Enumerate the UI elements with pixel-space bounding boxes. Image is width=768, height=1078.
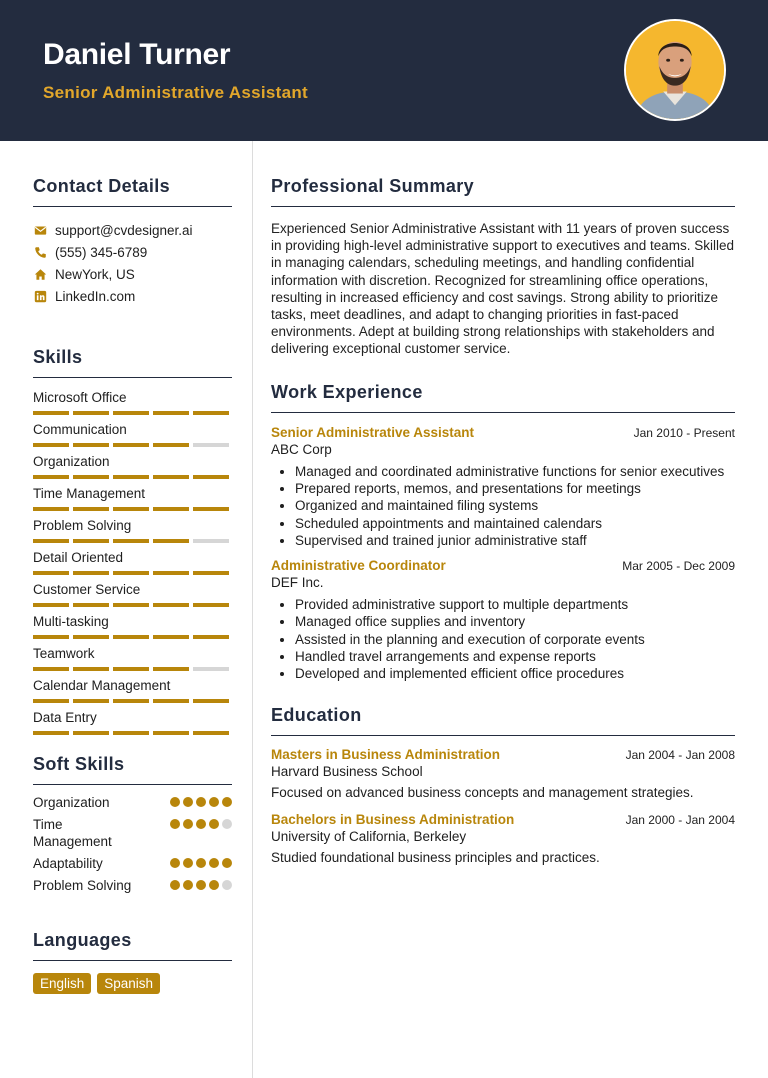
skills-section xyxy=(33,347,232,741)
rating-dot xyxy=(209,819,219,829)
skill-item xyxy=(33,485,232,517)
contact-phone[interactable] xyxy=(33,241,232,263)
envelope-icon xyxy=(33,223,47,237)
right-column xyxy=(271,141,735,865)
rating-dot xyxy=(170,797,180,807)
skill-level-bar xyxy=(33,507,232,511)
job-bullet: • Managed office supplies and inventory xyxy=(295,613,735,630)
rating-dot xyxy=(209,880,219,890)
soft-skill-rating xyxy=(170,858,232,868)
skill-name: Communication xyxy=(33,422,127,437)
job-bullet: • Organized and maintained filing systems xyxy=(295,497,735,514)
skill-level-segment xyxy=(73,411,109,415)
skill-level-segment xyxy=(33,571,69,575)
experience-heading: Work Experience xyxy=(271,382,735,413)
soft-skill-name: Adaptability xyxy=(33,856,103,871)
avatar xyxy=(626,21,724,119)
skill-level-segment xyxy=(33,603,69,607)
column-divider xyxy=(252,141,253,1078)
skill-level-segment xyxy=(153,475,189,479)
education-entry xyxy=(271,747,735,800)
language-badge: English xyxy=(33,973,91,994)
skill-level-segment xyxy=(73,635,109,639)
contact-list xyxy=(33,219,232,307)
skill-level-segment xyxy=(73,731,109,735)
job-bullet: • Managed and coordinated administrative functions for senior executives xyxy=(295,463,735,480)
skill-level-segment xyxy=(33,475,69,479)
skill-level-segment xyxy=(153,411,189,415)
skill-level-segment xyxy=(193,507,229,511)
job-role: Senior Administrative Assistant xyxy=(271,424,475,440)
job-bullets xyxy=(271,463,735,549)
education-description: Studied foundational business principles and practices. xyxy=(271,849,600,865)
rating-dot xyxy=(170,880,180,890)
soft-skill-name: Organization xyxy=(33,795,110,810)
skill-name: Data Entry xyxy=(33,710,97,725)
job-bullet: • Scheduled appointments and maintained calendars xyxy=(295,515,735,532)
skill-level-segment xyxy=(113,603,149,607)
skill-level-segment xyxy=(193,635,229,639)
language-badge: Spanish xyxy=(97,973,160,994)
skills-heading: Skills xyxy=(33,347,232,378)
summary-section xyxy=(271,176,735,358)
skill-level-segment xyxy=(73,603,109,607)
skill-level-segment xyxy=(193,699,229,703)
skill-level-segment xyxy=(113,731,149,735)
linkedin-icon xyxy=(33,289,47,303)
skill-level-segment xyxy=(113,411,149,415)
skill-level-segment xyxy=(153,539,189,543)
soft-skill-rating xyxy=(170,797,232,807)
soft-skills-heading: Soft Skills xyxy=(33,754,232,785)
skill-level-segment xyxy=(33,667,69,671)
skill-level-segment xyxy=(193,443,229,447)
rating-dot xyxy=(196,880,206,890)
skill-item xyxy=(33,709,232,741)
skill-item xyxy=(33,453,232,485)
summary-text: Experienced Senior Administrative Assistant with 11 years of proven success in providing high-level administrative support to executives and teams. Skilled in managing calendars, scheduling meetings, and handling confidential information with discretion. Recognized for streamlining office operations, resulting in increased efficiency and cost savings. Strong ability to prioritize tasks, meet deadlines, and adapt to changing priorities in fast-paced environments. Adept at building strong relationships with stakeholders and delivering exceptional customer service. xyxy=(271,221,734,357)
skill-level-segment xyxy=(33,731,69,735)
languages-list xyxy=(33,973,232,994)
education-degree: Bachelors in Business Administration xyxy=(271,811,515,827)
skill-level-segment xyxy=(193,539,229,543)
skill-level-segment xyxy=(113,539,149,543)
skill-level-segment xyxy=(33,635,69,639)
job-bullet: • Developed and implemented efficient office procedures xyxy=(295,665,735,682)
rating-dot xyxy=(170,819,180,829)
education-header xyxy=(271,747,735,762)
rating-dot xyxy=(209,797,219,807)
rating-dot xyxy=(196,797,206,807)
skill-level-bar xyxy=(33,571,232,575)
profile-photo xyxy=(624,19,726,121)
job-header xyxy=(271,558,735,573)
job-dates: Jan 2010 - Present xyxy=(633,425,735,440)
soft-skills-section xyxy=(33,754,232,894)
skill-level-segment xyxy=(193,571,229,575)
skill-level-segment xyxy=(113,443,149,447)
contact-location xyxy=(33,263,232,285)
skill-level-bar xyxy=(33,731,232,735)
education-school: Harvard Business School xyxy=(271,763,423,779)
skill-level-bar xyxy=(33,443,232,447)
education-description: Focused on advanced business concepts and management strategies. xyxy=(271,784,694,800)
skill-name: Microsoft Office xyxy=(33,390,127,405)
contact-email-text: support@cvdesigner.ai xyxy=(55,222,193,238)
candidate-title: Senior Administrative Assistant xyxy=(43,83,308,102)
skill-level-segment xyxy=(153,635,189,639)
skill-level-bar xyxy=(33,699,232,703)
skill-item xyxy=(33,517,232,549)
rating-dot xyxy=(222,858,232,868)
rating-dot xyxy=(183,819,193,829)
languages-section xyxy=(33,930,232,994)
soft-skill-item xyxy=(33,794,232,811)
job-role: Administrative Coordinator xyxy=(271,558,446,574)
skill-level-segment xyxy=(113,667,149,671)
education-dates: Jan 2004 - Jan 2008 xyxy=(625,747,735,762)
languages-heading: Languages xyxy=(33,930,232,961)
rating-dot xyxy=(170,858,180,868)
skill-item xyxy=(33,421,232,453)
job-company: DEF Inc. xyxy=(271,575,324,591)
skill-level-segment xyxy=(73,699,109,703)
skill-level-bar xyxy=(33,411,232,415)
skills-list xyxy=(33,389,232,741)
soft-skill-item xyxy=(33,816,232,850)
skill-name: Detail Oriented xyxy=(33,550,124,565)
summary-heading: Professional Summary xyxy=(271,176,735,207)
rating-dot xyxy=(183,858,193,868)
skill-level-bar xyxy=(33,667,232,671)
skill-item xyxy=(33,613,232,645)
skill-level-segment xyxy=(193,603,229,607)
soft-skill-rating xyxy=(170,819,232,829)
skill-level-bar xyxy=(33,603,232,607)
job-bullet: • Supervised and trained junior administrative staff xyxy=(295,532,735,549)
job-bullet: • Provided administrative support to multiple departments xyxy=(295,596,735,613)
skill-level-segment xyxy=(73,507,109,511)
skill-level-segment xyxy=(113,475,149,479)
education-school: University of California, Berkeley xyxy=(271,828,467,844)
skill-level-segment xyxy=(113,571,149,575)
skill-level-segment xyxy=(153,603,189,607)
skill-level-segment xyxy=(73,475,109,479)
rating-dot xyxy=(183,880,193,890)
skill-level-segment xyxy=(113,699,149,703)
job-bullet: • Assisted in the planning and execution of corporate events xyxy=(295,631,735,648)
soft-skill-rating xyxy=(170,880,232,890)
job-entry xyxy=(271,558,735,682)
education-heading: Education xyxy=(271,705,735,736)
skill-level-segment xyxy=(153,731,189,735)
contact-phone-text: (555) 345-6789 xyxy=(55,244,148,260)
rating-dot xyxy=(222,797,232,807)
skill-item xyxy=(33,389,232,421)
skill-name: Teamwork xyxy=(33,646,95,661)
skill-level-segment xyxy=(33,539,69,543)
job-bullet: • Handled travel arrangements and expense reports xyxy=(295,648,735,665)
education-entry xyxy=(271,812,735,865)
contact-heading: Contact Details xyxy=(33,176,232,207)
rating-dot xyxy=(222,880,232,890)
rating-dot xyxy=(209,858,219,868)
contact-email[interactable] xyxy=(33,219,232,241)
soft-skill-name: Time Management xyxy=(33,817,112,849)
skill-name: Organization xyxy=(33,454,110,469)
education-header xyxy=(271,812,735,827)
skill-level-segment xyxy=(193,411,229,415)
skill-level-segment xyxy=(113,635,149,639)
skill-level-segment xyxy=(33,699,69,703)
skill-level-segment xyxy=(33,411,69,415)
education-dates: Jan 2000 - Jan 2004 xyxy=(625,812,735,827)
skill-level-bar xyxy=(33,635,232,639)
skill-name: Calendar Management xyxy=(33,678,171,693)
skill-level-segment xyxy=(193,475,229,479)
skill-level-segment xyxy=(193,667,229,671)
soft-skill-item xyxy=(33,877,232,894)
contact-section xyxy=(33,176,232,307)
phone-icon xyxy=(33,245,47,259)
skill-level-segment xyxy=(33,443,69,447)
skill-level-bar xyxy=(33,475,232,479)
skill-item xyxy=(33,581,232,613)
skill-level-segment xyxy=(193,731,229,735)
home-icon xyxy=(33,267,47,281)
skill-name: Customer Service xyxy=(33,582,141,597)
job-entry xyxy=(271,425,735,549)
soft-skill-name: Problem Solving xyxy=(33,878,132,893)
contact-location-text: NewYork, US xyxy=(55,266,135,282)
skill-item xyxy=(33,549,232,581)
contact-linkedin-text: LinkedIn.com xyxy=(55,288,136,304)
job-header xyxy=(271,425,735,440)
experience-section xyxy=(271,382,735,683)
left-column xyxy=(33,141,232,994)
rating-dot xyxy=(222,819,232,829)
candidate-name: Daniel Turner xyxy=(43,38,231,71)
skill-level-segment xyxy=(153,571,189,575)
skill-level-segment xyxy=(153,667,189,671)
skill-item xyxy=(33,645,232,677)
rating-dot xyxy=(196,819,206,829)
soft-skill-item xyxy=(33,855,232,872)
skill-level-segment xyxy=(153,443,189,447)
education-section xyxy=(271,705,735,865)
job-bullet: • Prepared reports, memos, and presentations for meetings xyxy=(295,480,735,497)
skill-level-segment xyxy=(73,667,109,671)
skill-level-segment xyxy=(73,571,109,575)
skill-level-segment xyxy=(73,539,109,543)
job-company: ABC Corp xyxy=(271,441,332,457)
job-bullets xyxy=(271,596,735,682)
contact-linkedin[interactable] xyxy=(33,285,232,307)
skill-level-bar xyxy=(33,539,232,543)
rating-dot xyxy=(196,858,206,868)
resume-header xyxy=(0,0,768,141)
skill-name: Problem Solving xyxy=(33,518,132,533)
skill-level-segment xyxy=(153,507,189,511)
education-degree: Masters in Business Administration xyxy=(271,746,501,762)
skill-level-segment xyxy=(33,507,69,511)
skill-level-segment xyxy=(113,507,149,511)
skill-level-segment xyxy=(73,443,109,447)
skill-level-segment xyxy=(153,699,189,703)
soft-skills-list xyxy=(33,794,232,894)
skill-item xyxy=(33,677,232,709)
skill-name: Time Management xyxy=(33,486,146,501)
rating-dot xyxy=(183,797,193,807)
job-dates: Mar 2005 - Dec 2009 xyxy=(622,559,735,574)
skill-name: Multi-tasking xyxy=(33,614,109,629)
